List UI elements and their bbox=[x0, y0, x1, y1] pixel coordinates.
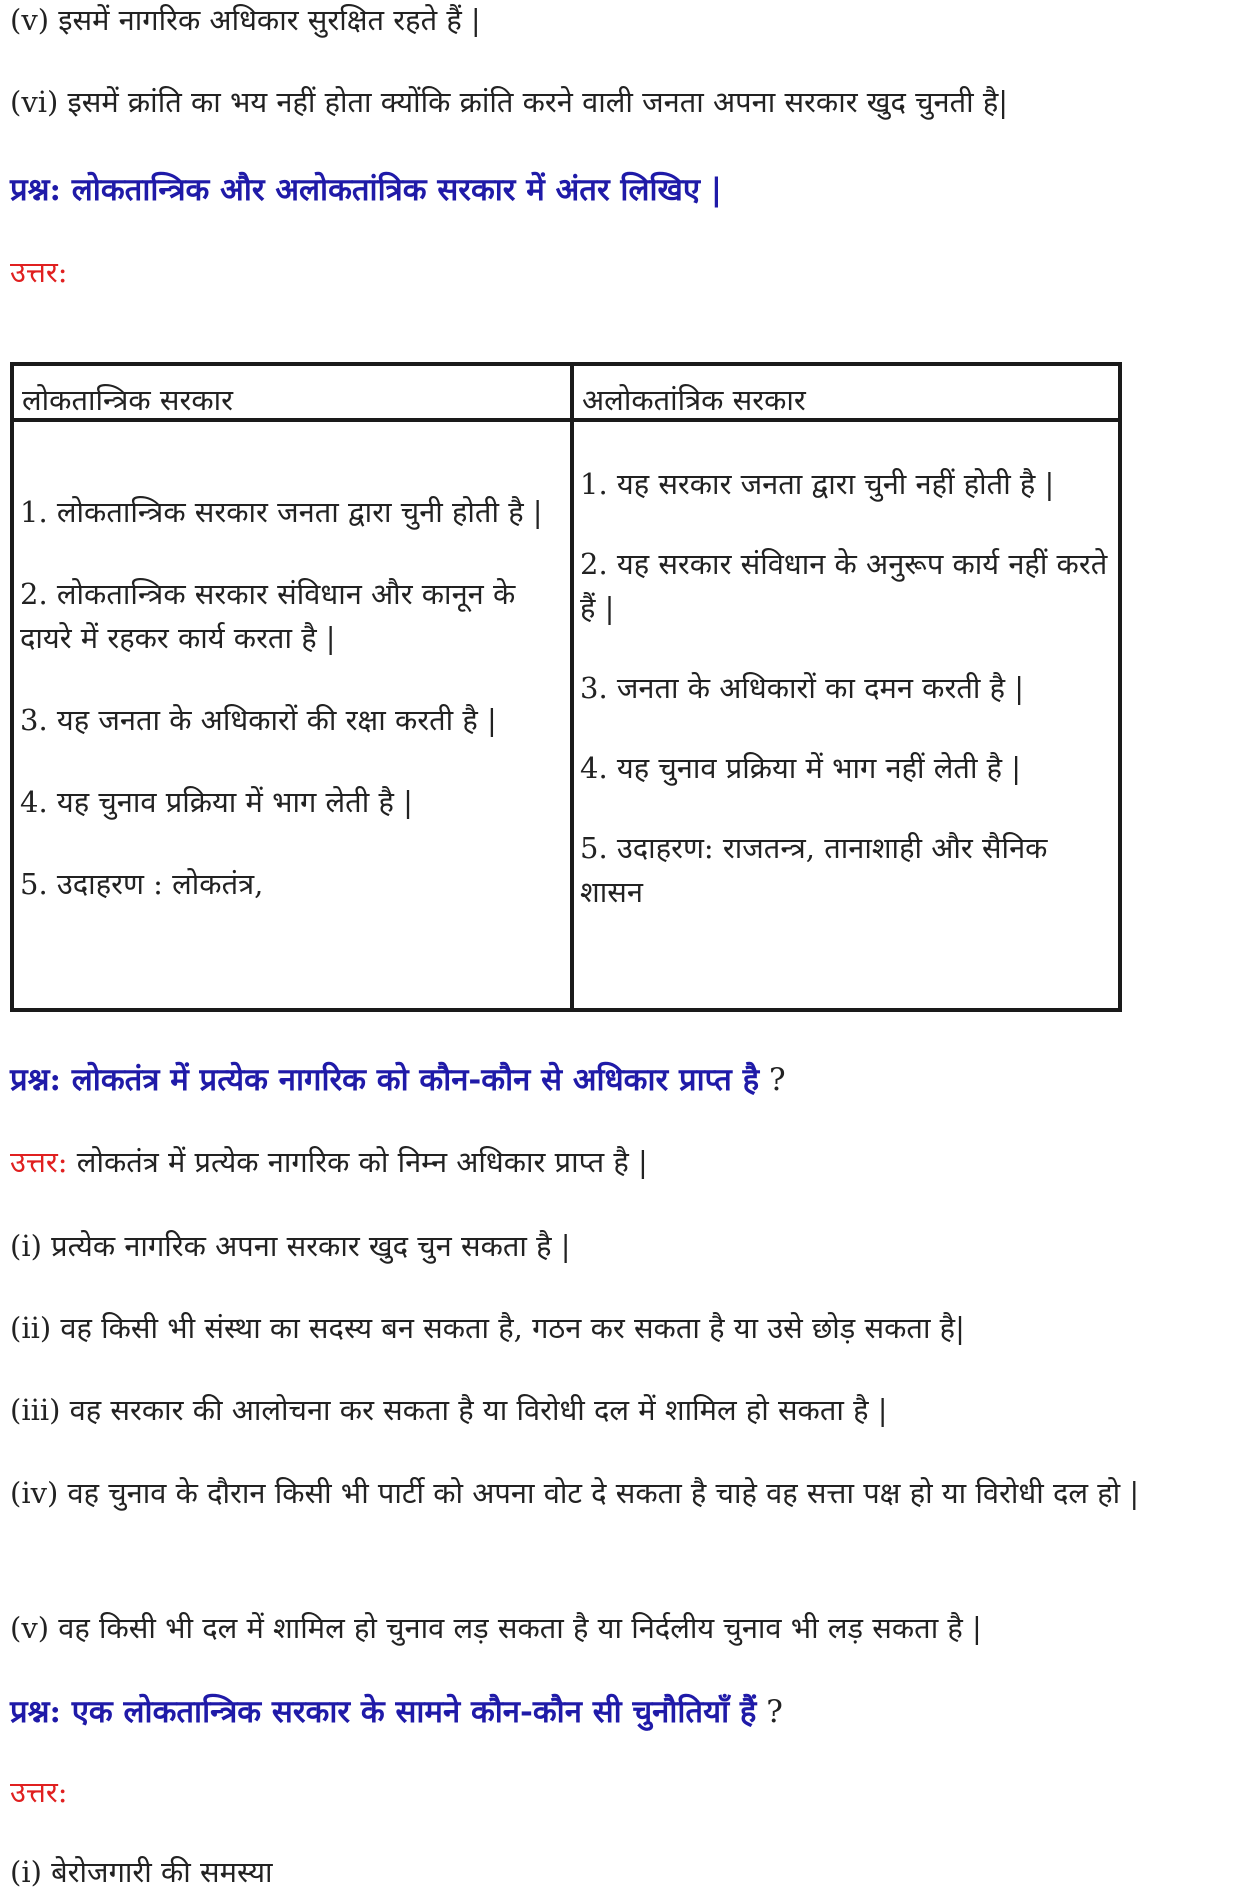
question-1-text: प्रश्न: लोकतान्त्रिक और अलोकतांत्रिक सरकार में अंतर लिखिए | bbox=[10, 172, 723, 208]
answer-3-line bbox=[10, 1772, 68, 1811]
answer-3-label: उत्तर: bbox=[10, 1775, 68, 1809]
right-point-v: (v) वह किसी भी दल में शामिल हो चुनाव लड़ सकता है या निर्दलीय चुनाव भी लड़ सकता है | bbox=[10, 1611, 982, 1645]
question-2-mark: ? bbox=[759, 1062, 786, 1098]
question-1 bbox=[10, 168, 722, 210]
intro-point-vi: (vi) इसमें क्रांति का भय नहीं होता क्योंकि क्रांति करने वाली जनता अपना सरकार खुद चुनती है| bbox=[10, 85, 1009, 119]
table-header-democratic: लोकतान्त्रिक सरकार bbox=[14, 366, 574, 422]
table-cell-democratic-3: 3. यह जनता के अधिकारों की रक्षा करती है | bbox=[20, 703, 497, 737]
answer-1-label: उत्तर: bbox=[10, 255, 68, 289]
table-column-non-democratic bbox=[574, 422, 1118, 1008]
right-point-iv: (iv) वह चुनाव के दौरान किसी भी पार्टी को अपना वोट दे सकता है चाहे वह सत्ता पक्ष हो या विरोधी दल हो | bbox=[10, 1476, 1140, 1510]
table-column-democratic bbox=[14, 422, 574, 1008]
right-point-ii: (ii) वह किसी भी संस्था का सदस्य बन सकता है, गठन कर सकता है या उसे छोड़ सकता है| bbox=[10, 1311, 965, 1345]
question-3-text: प्रश्न: एक लोकतान्त्रिक सरकार के सामने कौन-कौन सी चुनौतियाँ हैं bbox=[10, 1694, 757, 1730]
table-cell-democratic-5: 5. उदाहरण : लोकतंत्र, bbox=[20, 867, 264, 901]
right-point-i: (i) प्रत्येक नागरिक अपना सरकार खुद चुन सकता है | bbox=[10, 1229, 571, 1263]
question-3 bbox=[10, 1690, 783, 1732]
challenge-point-i: (i) बेरोजगारी की समस्या bbox=[10, 1855, 273, 1889]
table-cell-non-democratic-4: 4. यह चुनाव प्रक्रिया में भाग नहीं लेती है | bbox=[580, 751, 1022, 785]
table-cell-non-democratic-1: 1. यह सरकार जनता द्वारा चुनी नहीं होती है | bbox=[580, 467, 1055, 501]
table-cell-democratic-2: 2. लोकतान्त्रिक सरकार संविधान और कानून के दायरे में रहकर कार्य करता है | bbox=[20, 577, 516, 655]
question-2-text: प्रश्न: लोकतंत्र में प्रत्येक नागरिक को कौन-कौन से अधिकार प्राप्त है bbox=[10, 1062, 760, 1098]
answer-2-text: लोकतंत्र में प्रत्येक नागरिक को निम्न अधिकार प्राप्त है | bbox=[67, 1145, 648, 1179]
right-point-iii: (iii) वह सरकार की आलोचना कर सकता है या विरोधी दल में शामिल हो सकता है | bbox=[10, 1393, 888, 1427]
answer-1-line bbox=[10, 252, 68, 291]
intro-point-v: (v) इसमें नागरिक अधिकार सुरक्षित रहते हैं | bbox=[10, 3, 481, 37]
question-2 bbox=[10, 1058, 786, 1100]
table-cell-democratic-1: 1. लोकतान्त्रिक सरकार जनता द्वारा चुनी होती है | bbox=[20, 495, 543, 529]
answer-2-line bbox=[10, 1142, 648, 1181]
comparison-table bbox=[10, 362, 1122, 1012]
table-cell-non-democratic-3: 3. जनता के अधिकारों का दमन करती है | bbox=[580, 671, 1024, 705]
answer-2-label: उत्तर: bbox=[10, 1145, 68, 1179]
question-3-mark: ? bbox=[756, 1694, 783, 1730]
table-cell-non-democratic-5: 5. उदाहरण: राजतन्त्र, तानाशाही और सैनिक शासन bbox=[580, 831, 1048, 909]
table-cell-democratic-4: 4. यह चुनाव प्रक्रिया में भाग लेती है | bbox=[20, 785, 413, 819]
table-cell-non-democratic-2: 2. यह सरकार संविधान के अनुरूप कार्य नहीं करते हैं | bbox=[580, 547, 1108, 625]
table-header-non-democratic: अलोकतांत्रिक सरकार bbox=[574, 366, 1118, 422]
